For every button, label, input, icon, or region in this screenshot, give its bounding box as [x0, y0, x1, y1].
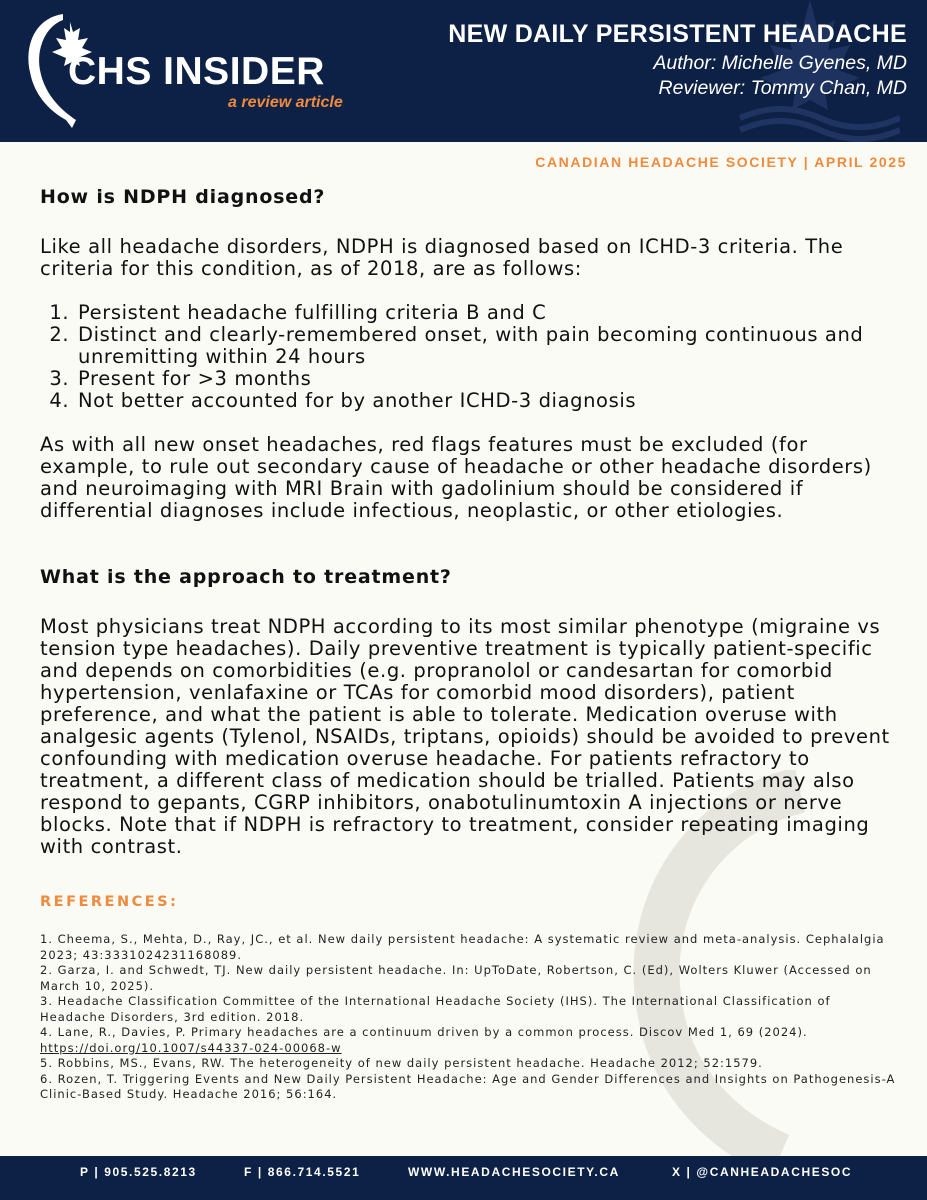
reference-item: 1. Cheema, S., Mehta, D., Ray, JC., et al. New daily persistent headache: A systematic review and meta-analysis. Cephalalgia 2023; 43:3331024231168089. — [40, 932, 885, 962]
brand-title: CHS INSIDER — [68, 50, 325, 93]
footer-bar — [0, 1156, 927, 1200]
footer-social-link[interactable]: X | @CANHEADACHESOC — [672, 1165, 853, 1179]
reference-doi-link[interactable]: https://doi.org/10.1007/s44337-024-00068-w — [40, 1040, 342, 1055]
article-content — [40, 186, 900, 1103]
header-banner — [0, 0, 927, 142]
footer-website-link[interactable]: WWW.HEADACHESOCIETY.CA — [408, 1165, 620, 1179]
article-reviewer: Reviewer: Tommy Chan, MD — [658, 77, 907, 99]
article-title: NEW DAILY PERSISTENT HEADACHE — [448, 20, 907, 48]
reference-item: 6. Rozen, T. Triggering Events and New Daily Persistent Headache: Age and Gender Differences and Insights on Pathogenesis-A Clinic-Based Study. Headache 2016; 56:164. — [40, 1071, 896, 1101]
references-list — [40, 932, 900, 1103]
article-author: Author: Michelle Gyenes, MD — [653, 52, 907, 74]
reference-text: 4. Lane, R., Davies, P. Primary headaches are a continuum driven by a common process. Discov Med 1, 69 (2024). — [40, 1025, 808, 1039]
org-date-line: CANADIAN HEADACHE SOCIETY | APRIL 2025 — [535, 154, 907, 170]
red-flags-paragraph: As with all new onset headaches, red flags features must be excluded (for example, to rule out secondary cause of headache or other headache disorders) and neuroimaging with MRI Brain with gadolinium should be considered if differential diagnoses include infectious, neoplastic, or other etiologies. — [40, 433, 872, 522]
list-item: 3. Present for >3 months — [76, 368, 900, 390]
diagnosis-intro: Like all headache disorders, NDPH is diagnosed based on ICHD-3 criteria. The criteria for this condition, as of 2018, are as follows: — [40, 235, 844, 280]
references-title: REFERENCES: — [40, 894, 179, 910]
article-info — [448, 20, 907, 100]
reference-item — [40, 1025, 900, 1056]
footer-phone: P | 905.525.8213 — [80, 1165, 197, 1179]
treatment-heading: What is the approach to treatment? — [40, 566, 452, 588]
brand-tagline: a review article — [228, 94, 343, 111]
criteria-list — [40, 302, 900, 412]
diagnosis-heading: How is NDPH diagnosed? — [40, 186, 326, 208]
treatment-paragraph: Most physicians treat NDPH according to its most similar phenotype (migraine vs tension type headaches). Daily preventive treatment is typically patient-specific and depends on comorbidities (e.g. propranolol or candesartan for comorbid hypertension, venlafaxine or TCAs for comorbid mood disorders), patient preference, and what the patient is able to tolerate. Medication overuse with analgesic agents (Tylenol, NSAIDs, triptans, opioids) should be avoided to prevent confounding with medication overuse headache. For patients refractory to treatment, a different class of medication should be trialled. Patients may also respond to gepants, CGRP inhibitors, onabotulinumtoxin A injections or nerve blocks. Note that if NDPH is refractory to treatment, consider repeating imaging with contrast. — [40, 615, 890, 858]
footer-fax: F | 866.714.5521 — [244, 1165, 361, 1179]
list-item: 4. Not better accounted for by another ICHD-3 diagnosis — [76, 390, 900, 412]
reference-item: 2. Garza, I. and Schwedt, TJ. New daily persistent headache. In: UpToDate, Robertson, C. (Ed), Wolters Kluwer (Accessed on March 10, 2025). — [40, 963, 872, 993]
reference-item: 5. Robbins, MS., Evans, RW. The heterogeneity of new daily persistent headache. Headache 2012; 52:1579. — [40, 1056, 763, 1070]
reference-item: 3. Headache Classification Committee of the International Headache Society (IHS). The International Classification of Headache Disorders, 3rd edition. 2018. — [40, 994, 831, 1024]
list-item: 2. Distinct and clearly-remembered onset, with pain becoming continuous and unremitting within 24 hours — [76, 324, 900, 368]
list-item: 1. Persistent headache fulfilling criteria B and C — [76, 302, 900, 324]
